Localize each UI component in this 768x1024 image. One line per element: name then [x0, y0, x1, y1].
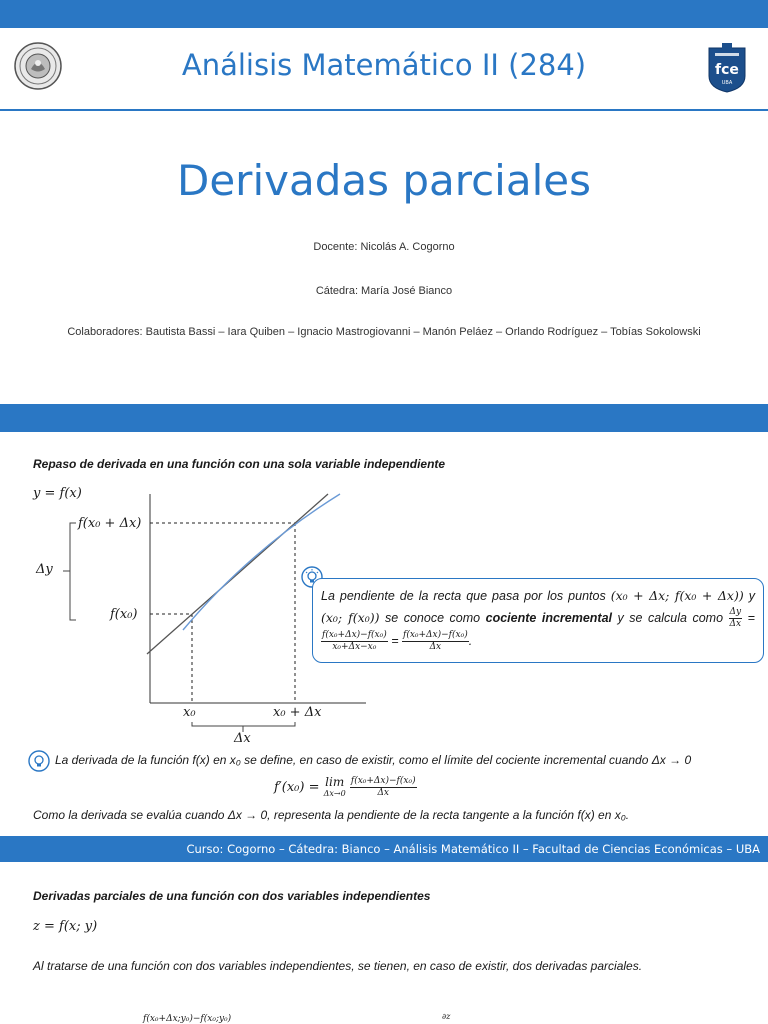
- section2-text: Al tratarse de una función con dos variables independientes, se tienen, en caso de existir, dos derivadas parciales.: [33, 959, 643, 973]
- course-title: Análisis Matemático II (284): [181, 48, 587, 82]
- y-top-label: f(x₀ + Δx): [78, 516, 142, 531]
- cut-partial: ∂z: [442, 1012, 451, 1021]
- limit-operator: lim Δx→0: [323, 774, 346, 798]
- derivative-definition: La derivada de la función f(x) en x₀ se define, en caso de existir, como el límite del cociente incremental cuando Δx → 0: [55, 753, 692, 767]
- derivative-conclusion: Como la derivada se evalúa cuando Δx → 0, representa la pendiente de la recta tangente a la función f(x) en x₀.: [33, 808, 630, 822]
- page-title: Derivadas parciales: [177, 156, 591, 205]
- colaboradores-line: Colaboradores: Bautista Bassi – Iara Quiben – Ignacio Mastrogiovanni – Manón Peláez – Orlando Rodríguez – Tobías Sokolowski: [67, 326, 701, 338]
- lightbulb-icon: [28, 750, 50, 772]
- x0-label: x₀: [183, 705, 196, 720]
- callout-fraction-simplified: $\frac{\text{f(x₀+Δx)−f(x₀)}}{\Delta x}$: [402, 630, 468, 653]
- top-bar: [0, 0, 768, 28]
- callout-point-2: (x₀; f(x₀)): [321, 610, 380, 625]
- derivative-formula: [274, 776, 417, 799]
- callout-fraction-dy-dx: $\frac{\Delta y}{\Delta x}$: [729, 607, 742, 630]
- callout-text-3: y se calcula como: [617, 611, 724, 625]
- callout-text-1: La pendiente de la recta que pasa por los puntos: [321, 589, 606, 603]
- section-divider-bar: [0, 404, 768, 432]
- section1-title: Repaso de derivada en una función con una sola variable independiente: [33, 457, 446, 471]
- docente-line: Docente: Nicolás A. Cogorno: [313, 241, 455, 253]
- callout-point-1: (x₀ + Δx; f(x₀ + Δx)): [610, 588, 744, 603]
- cut-formula: f(x₀+Δx;y₀)−f(x₀;y₀): [143, 1014, 232, 1024]
- function2-label: z = f(x; y): [33, 919, 98, 934]
- logo-text: fce: [715, 62, 739, 78]
- section2-title: Derivadas parciales de una función con dos variables independientes: [33, 889, 431, 903]
- delta-x-bracket: [192, 722, 295, 726]
- derivative-lhs: f′(x₀) =: [274, 780, 320, 795]
- function-label: y = f(x): [33, 486, 82, 501]
- fce-logo-icon: [707, 42, 747, 94]
- delta-y-label: Δy: [36, 562, 53, 577]
- header-rule: [0, 109, 768, 111]
- callout-fraction-expanded: $\frac{\text{f(x₀+Δx)−f(x₀)}}{\text{x₀+Δx−x₀}}$: [322, 630, 387, 653]
- y-bottom-label: f(x₀): [110, 607, 138, 622]
- delta-x-label: Δx: [234, 731, 251, 746]
- incremental-quotient-callout: La pendiente de la recta que pasa por los puntos (x₀ + Δx; f(x₀ + Δx)) y (x₀; f(x₀)) se conoce como cociente incremental y se calcula como $\frac{\Delta y}{\Delta x}$ = $\frac{\text{f(x₀+Δx)−f(x₀)}}{\text{x₀+Δx−x₀}}$ = $\frac{\text{f(x₀+Δx)−f(x₀)}}{\Delta x}$ .: [312, 578, 764, 663]
- callout-bold-term: cociente incremental: [485, 611, 613, 625]
- x0dx-label: x₀ + Δx: [273, 705, 322, 720]
- catedra-line: Cátedra: María José Bianco: [315, 285, 453, 297]
- limit-fraction: $\frac{\text{f(x₀+Δx)−f(x₀)}}{\Delta x}$: [350, 776, 416, 798]
- footer-bar: Curso: Cogorno – Cátedra: Bianco – Análisis Matemático II – Facultad de Ciencias Económicas – UBA: [0, 836, 768, 862]
- delta-y-bracket: [70, 523, 76, 620]
- logo-subtext: UBA: [721, 80, 733, 86]
- callout-text-2: se conoce como: [385, 611, 481, 625]
- callout-and: y: [748, 589, 755, 603]
